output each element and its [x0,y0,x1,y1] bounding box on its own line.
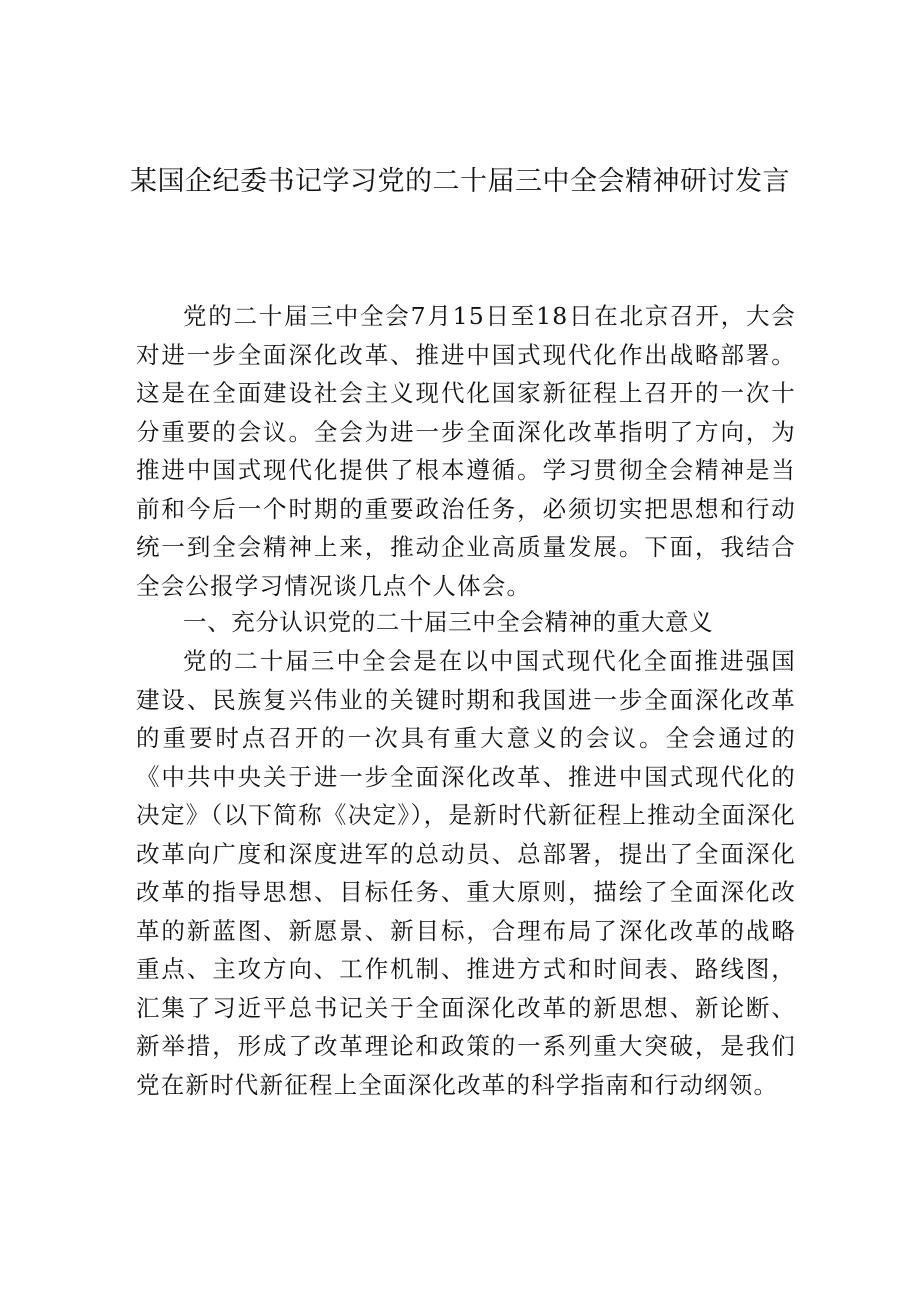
document-title: 某国企纪委书记学习党的二十届三中全会精神研讨发言 [130,166,790,197]
intro-paragraph: 党的二十届三中全会7月15日至18日在北京召开，大会对进一步全面深化改革、推进中国式现代化作出战略部署。这是在全面建设社会主义现代化国家新征程上召开的一次十分重要的会议。全会为进一步全面深化改革指明了方向，为推进中国式现代化提供了根本遵循。学习贯彻全会精神是当前和今后一个时期的重要政治任务，必须切实把思想和行动统一到全会精神上来，推动企业高质量发展。下面，我结合全会公报学习情况谈几点个人体会。 [136,302,796,600]
section-heading-1: 一、充分认识党的二十届三中全会精神的重大意义 [183,608,714,636]
section-1-paragraph: 党的二十届三中全会是在以中国式现代化全面推进强国建设、民族复兴伟业的关键时期和我国进一步全面深化改革的重要时点召开的一次具有重大意义的会议。全会通过的《中共中央关于进一步全面深化改革、推进中国式现代化的决定》（以下简称《决定》），是新时代新征程上推动全面深化改革向广度和深度进军的总动员、总部署，提出了全面深化改革的指导思想、目标任务、重大原则，描绘了全面深化改革的新蓝图、新愿景、新目标，合理布局了深化改革的战略重点、主攻方向、工作机制、推进方式和时间表、路线图，汇集了习近平总书记关于全面深化改革的新思想、新论断、新举措，形成了改革理论和政策的一系列重大突破，是我们党在新时代新征程上全面深化改革的科学指南和行动纲领。 [136,647,796,1099]
